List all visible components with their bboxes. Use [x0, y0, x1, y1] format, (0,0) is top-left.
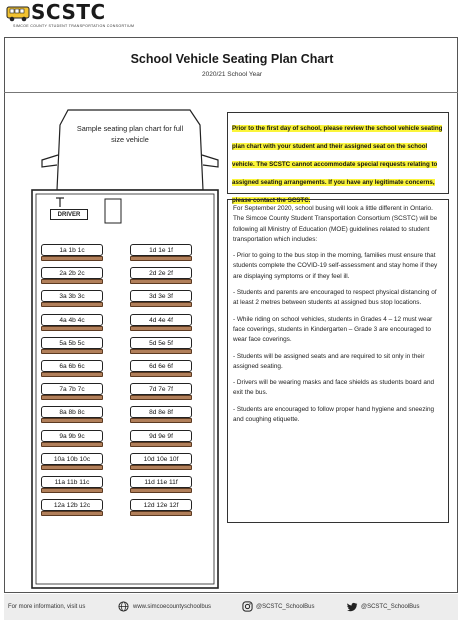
seat-row: 11d 11e 11f — [130, 476, 192, 488]
seat-base — [41, 395, 103, 400]
seat-base — [130, 279, 192, 284]
seat-base — [130, 302, 192, 307]
seat-row: 8a 8b 8c — [41, 406, 103, 418]
seat-row: 2d 2e 2f — [130, 267, 192, 279]
notice-box — [227, 112, 449, 204]
seat-base — [41, 511, 103, 516]
info-bullet: - Students and parents are encouraged to respect physical distancing of at least 2 metres between students at assigned bus stop locations. — [233, 289, 437, 307]
seat-base — [130, 465, 192, 470]
seat-row: 9a 9b 9c — [41, 430, 103, 442]
seat-base — [130, 372, 192, 377]
seat-row: 10a 10b 10c — [41, 453, 103, 465]
seat-base — [41, 442, 103, 447]
footer-twitter-link[interactable]: @SCSTC_SchoolBus — [361, 604, 420, 610]
seat-base — [130, 395, 192, 400]
seat-row: 10d 10e 10f — [130, 453, 192, 465]
seat-base — [41, 418, 103, 423]
seat-base — [130, 418, 192, 423]
info-intro: For September 2020, school busing will look a little different in Ontario. The Simcoe County Student Transportation Consortium (SCSTC) will be following all Ministry of Education (MOE) guidelines related to student transportation which includes: — [233, 205, 438, 243]
info-bullet: - Prior to going to the bus stop in the morning, families must ensure that students complete the COVID-19 self-assessment and stay home if they are displaying symptoms or if they feel ill. — [233, 252, 438, 280]
seat-row: 3a 3b 3c — [41, 290, 103, 302]
info-box — [227, 199, 449, 523]
notice-text: Prior to the first day of school, please review the school vehicle seating plan chart with your student and their assigned seat on the school vehicle. The SCSTC cannot accommodate special requests relating to assigned seating arrangements. If you have any legitimate concerns, please contact the SCSTC. — [232, 125, 443, 204]
page-title: School Vehicle Seating Plan Chart — [130, 52, 334, 66]
seat-base — [41, 279, 103, 284]
seat-row: 1a 1b 1c — [41, 244, 103, 256]
seat-row: 7d 7e 7f — [130, 383, 192, 395]
seat-row: 2a 2b 2c — [41, 267, 103, 279]
seat-row: 9d 9e 9f — [130, 430, 192, 442]
seat-row: 3d 3e 3f — [130, 290, 192, 302]
footer-info-text: For more information, visit us — [8, 604, 86, 610]
footer-website-link[interactable]: www.simcoecountyschoolbus — [133, 604, 212, 610]
driver-seat: DRIVER — [50, 209, 88, 220]
seat-base — [130, 511, 192, 516]
seat-base — [41, 372, 103, 377]
seat-base — [130, 326, 192, 331]
info-bullet: - Students will be assigned seats and are required to sit only in their assigned seating. — [233, 352, 425, 370]
seat-base — [41, 326, 103, 331]
sample-seating-label: Sample seating plan chart for full size vehicle — [76, 124, 184, 144]
logo-text: SCSTC — [31, 0, 106, 24]
seat-base — [130, 256, 192, 261]
seat-base — [130, 349, 192, 354]
seat-row: 7a 7b 7c — [41, 383, 103, 395]
seat-base — [41, 465, 103, 470]
info-bullet: - While riding on school vehicles, students in Grades 4 – 12 must wear face coverings, students in Kindergarten – Grade 3 are encouraged to wear face coverings. — [233, 315, 433, 344]
seat-row: 1d 1e 1f — [130, 244, 192, 256]
seat-row: 6d 6e 6f — [130, 360, 192, 372]
page-subtitle: 2020/21 School Year — [202, 71, 262, 78]
seat-base — [41, 349, 103, 354]
seat-base — [41, 302, 103, 307]
globe-icon — [118, 601, 129, 612]
info-bullet: - Drivers will be wearing masks and face shields as students board and exit the bus. — [233, 379, 435, 397]
seat-base — [41, 256, 103, 261]
seat-row: 5d 5e 5f — [130, 337, 192, 349]
seat-row: 8d 8e 8f — [130, 406, 192, 418]
seat-base — [130, 442, 192, 447]
seat-base — [130, 488, 192, 493]
seat-row: 4a 4b 4c — [41, 314, 103, 326]
info-bullet: - Students are encouraged to follow proper hand hygiene and sneezing and coughing etiquette. — [233, 405, 435, 424]
seat-base — [41, 488, 103, 493]
twitter-icon — [347, 601, 358, 612]
seat-row: 6a 6b 6c — [41, 360, 103, 372]
footer-instagram-link[interactable]: @SCSTC_SchoolBus — [256, 604, 315, 610]
seat-row: 4d 4e 4f — [130, 314, 192, 326]
instagram-icon — [242, 601, 253, 612]
footer-bar — [4, 594, 458, 620]
seat-row: 5a 5b 5c — [41, 337, 103, 349]
seat-row: 12a 12b 12c — [41, 499, 103, 511]
seat-row: 12d 12e 12f — [130, 499, 192, 511]
seat-row: 11a 11b 11c — [41, 476, 103, 488]
logo-subtitle: SIMCOE COUNTY STUDENT TRANSPORTATION CONSORTIUM — [13, 24, 135, 28]
